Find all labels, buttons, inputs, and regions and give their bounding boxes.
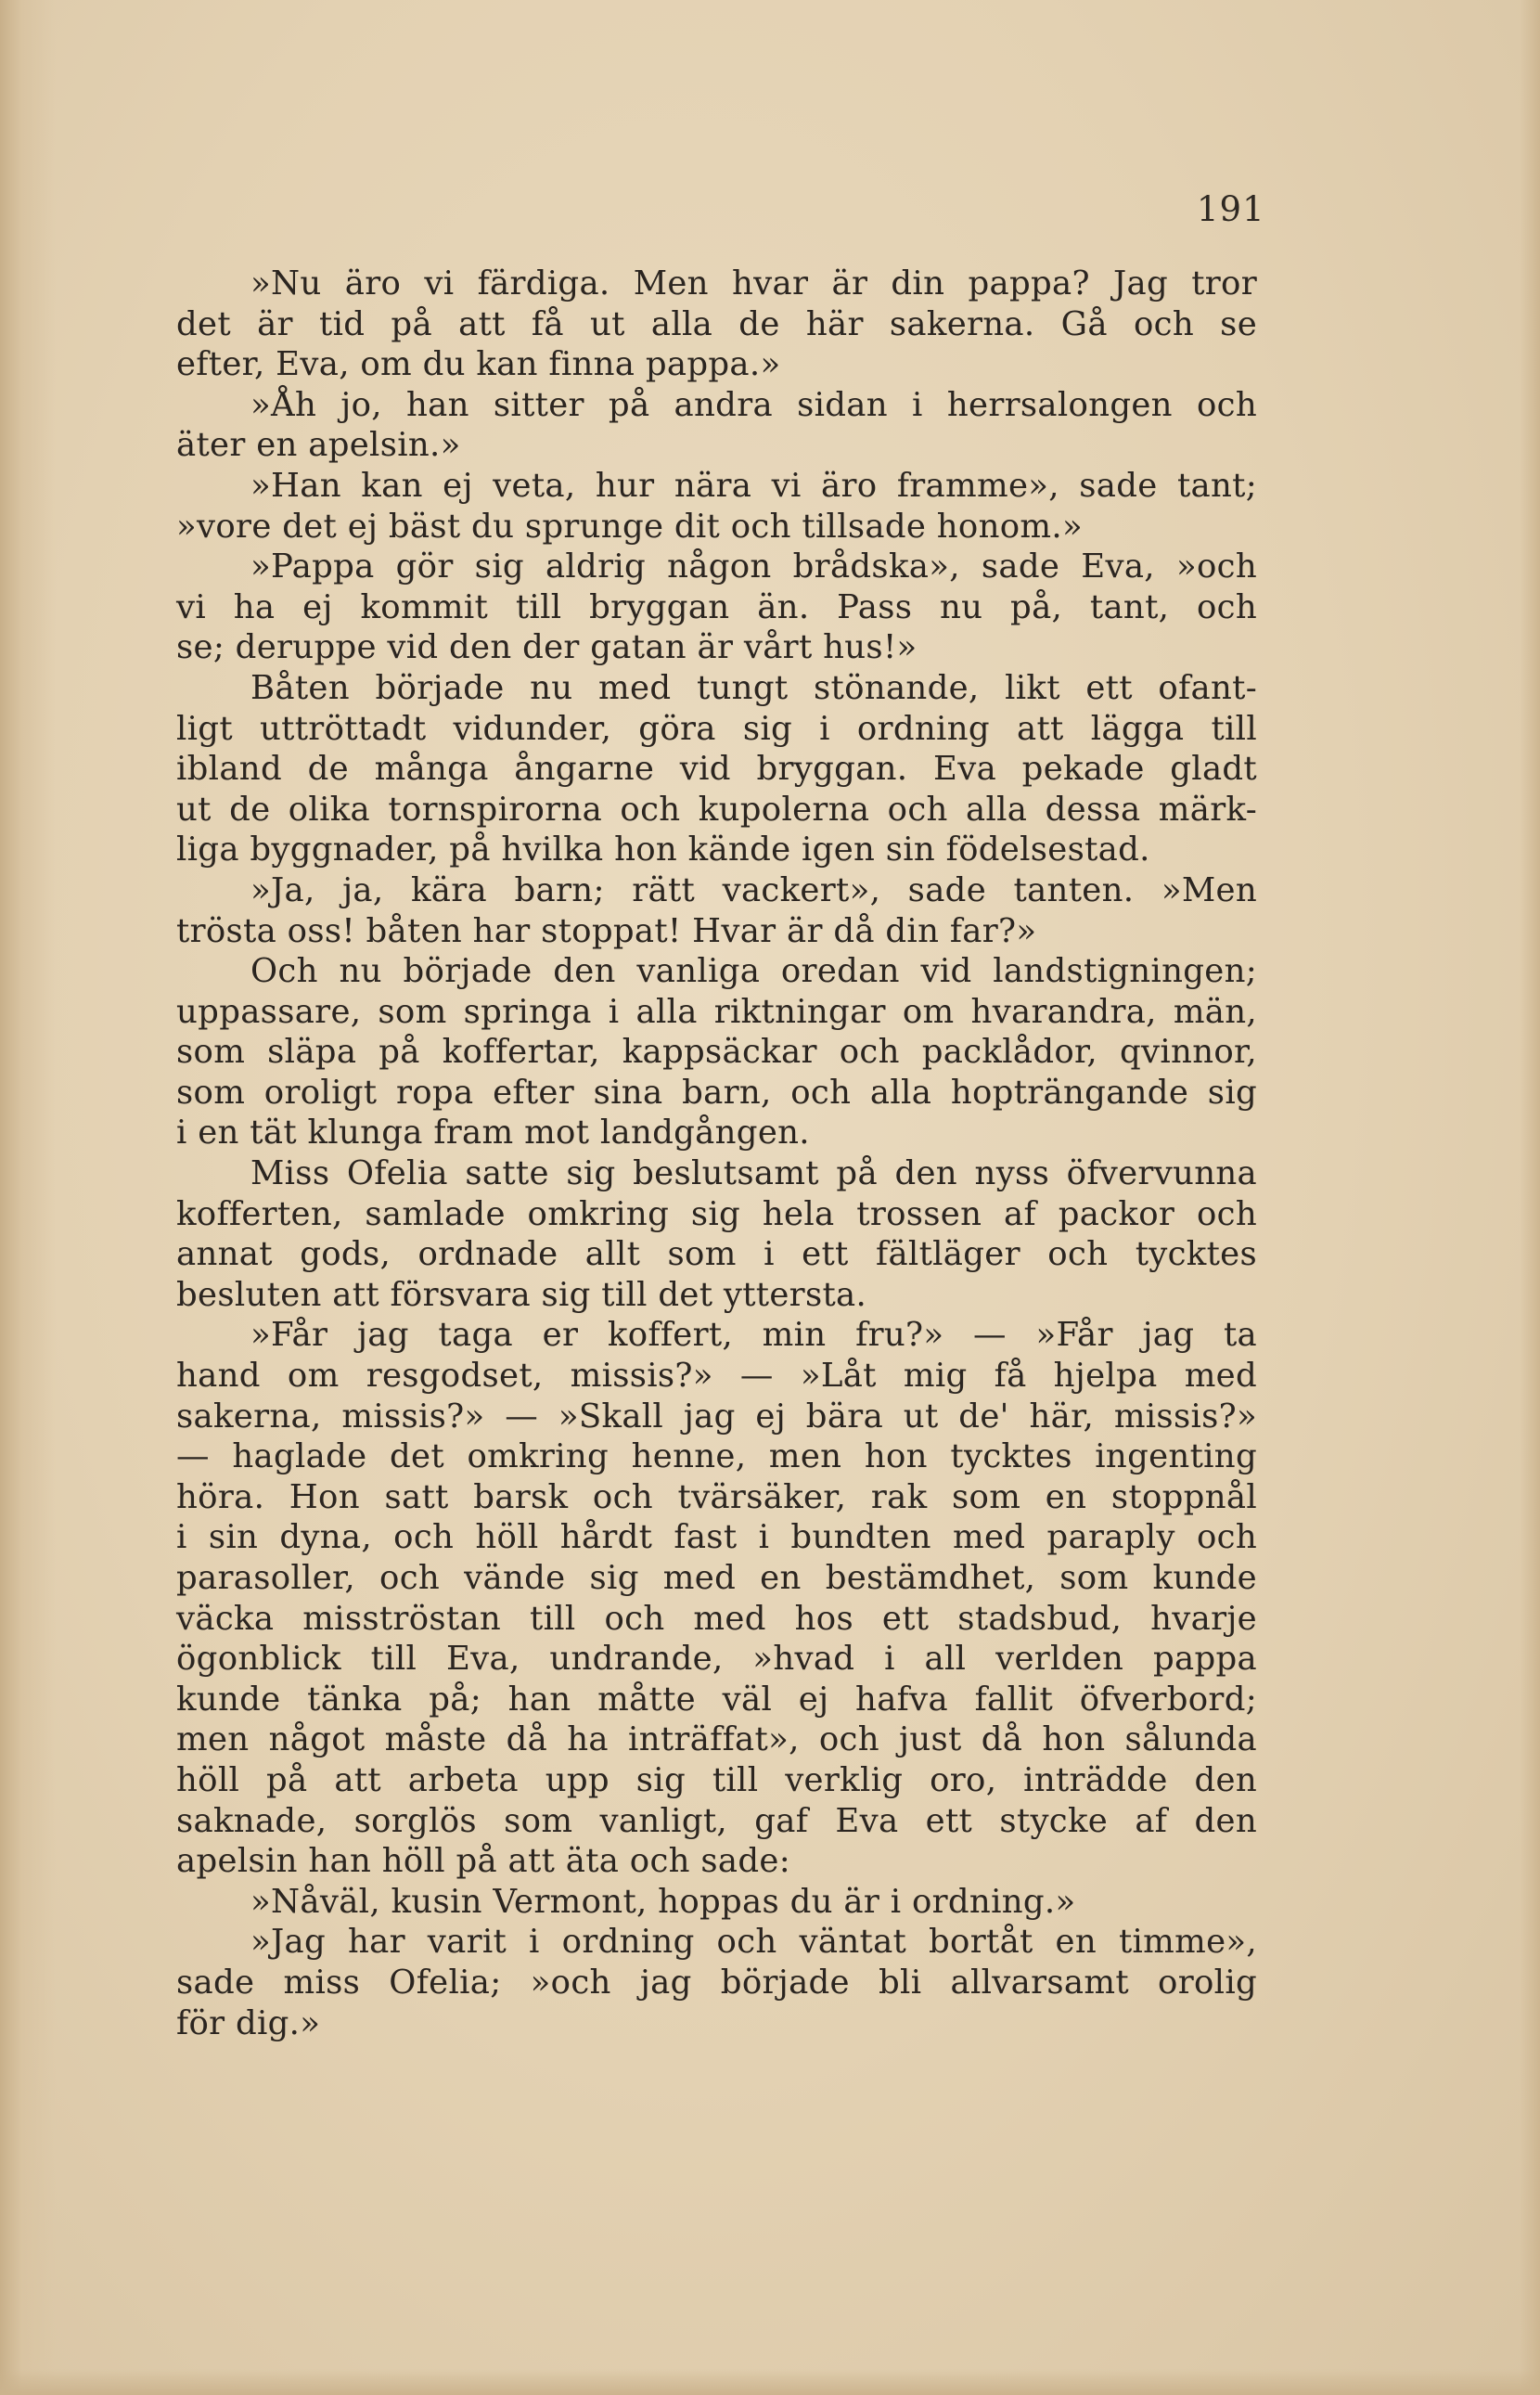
text-line: »vore det ej bäst du sprunge dit och tillsade honom.» <box>176 507 1083 546</box>
body-text <box>176 264 1257 2043</box>
text-line: sade miss Ofelia; »och jag började bli allvarsamt orolig <box>176 1963 1257 2002</box>
page-gutter-shadow <box>0 0 56 2395</box>
text-line: »Får jag taga er koffert, min fru?» — »Får jag ta <box>250 1316 1257 1355</box>
text-line: »Nu äro vi färdiga. Men hvar är din pappa? Jag tror <box>250 264 1257 303</box>
page-right-edge <box>1520 0 1540 2395</box>
text-line: det är tid på att få ut alla de här sakerna. Gå och se <box>176 304 1257 343</box>
text-line: ut de olika tornspirorna och kupolerna och alla dessa märk- <box>176 790 1257 829</box>
text-line: höll på att arbeta upp sig till verklig oro, inträdde den <box>176 1760 1257 1799</box>
text-line: sakerna, missis?» — »Skall jag ej bära ut de' här, missis?» <box>176 1397 1257 1436</box>
text-line: kunde tänka på; han måtte väl ej hafva fallit öfverbord; <box>176 1680 1257 1719</box>
text-line: men något måste då ha inträffat», och just då hon sålunda <box>176 1720 1257 1759</box>
text-line: »Åh jo, han sitter på andra sidan i herrsalongen och <box>250 385 1257 424</box>
text-line: Och nu började den vanliga oredan vid landstigningen; <box>250 952 1257 991</box>
text-line: väcka misströstan till och med hos ett stadsbud, hvarje <box>176 1599 1257 1638</box>
text-line: apelsin han höll på att äta och sade: <box>176 1842 790 1881</box>
page-number: 191 <box>1197 189 1265 229</box>
text-line: som oroligt ropa efter sina barn, och alla hopträngande sig <box>176 1073 1257 1112</box>
text-line: i en tät klunga fram mot landgången. <box>176 1114 810 1152</box>
text-line: »Jag har varit i ordning och väntat bortåt en timme», <box>250 1923 1257 1962</box>
text-line: »Han kan ej veta, hur nära vi äro framme», sade tant; <box>250 466 1257 505</box>
text-line: för dig.» <box>176 2003 321 2042</box>
text-line: ögonblick till Eva, undrande, »hvad i all verlden pappa <box>176 1640 1257 1679</box>
text-line: Båten började nu med tungt stönande, likt ett ofant- <box>250 668 1257 707</box>
text-line: efter, Eva, om du kan finna pappa.» <box>176 345 781 384</box>
text-line: hand om resgodset, missis?» — »Låt mig få hjelpa med <box>176 1357 1257 1396</box>
text-line: saknade, sorglös som vanligt, gaf Eva ett stycke af den <box>176 1801 1257 1840</box>
page-bottom-edge <box>0 2369 1540 2395</box>
text-line: ligt uttröttadt vidunder, göra sig i ordning att lägga till <box>176 709 1257 748</box>
text-line: ibland de många ångarne vid bryggan. Eva pekade gladt <box>176 750 1257 789</box>
text-line: — haglade det omkring henne, men hon tycktes ingenting <box>176 1437 1257 1476</box>
text-line: parasoller, och vände sig med en bestämdhet, som kunde <box>176 1559 1257 1597</box>
text-line: som släpa på koffertar, kappsäckar och packlådor, qvinnor, <box>176 1033 1257 1072</box>
text-line: se; deruppe vid den der gatan är vårt hus!» <box>176 628 918 667</box>
text-line: »Nåväl, kusin Vermont, hoppas du är i ordning.» <box>250 1882 1076 1921</box>
text-line: höra. Hon satt barsk och tvärsäker, rak som en stoppnål <box>176 1477 1257 1516</box>
text-line: »Ja, ja, kära barn; rätt vackert», sade tanten. »Men <box>250 870 1257 909</box>
text-line: uppassare, som springa i alla riktningar om hvarandra, män, <box>176 992 1257 1031</box>
text-line: äter en apelsin.» <box>176 426 461 465</box>
text-line: trösta oss! båten har stoppat! Hvar är då din far?» <box>176 911 1037 950</box>
text-line: vi ha ej kommit till bryggan än. Pass nu på, tant, och <box>176 587 1257 626</box>
text-line: Miss Ofelia satte sig beslutsamt på den nyss öfvervunna <box>250 1154 1257 1193</box>
text-line: liga byggnader, på hvilka hon kände igen sin födelsestad. <box>176 831 1150 869</box>
text-line: kofferten, samlade omkring sig hela trossen af packor och <box>176 1194 1257 1233</box>
text-line: besluten att försvara sig till det yttersta. <box>176 1275 867 1314</box>
text-line: i sin dyna, och höll hårdt fast i bundten med paraply och <box>176 1518 1257 1557</box>
text-line: »Pappa gör sig aldrig någon brådska», sade Eva, »och <box>250 547 1257 586</box>
text-line: annat gods, ordnade allt som i ett fältläger och tycktes <box>176 1235 1257 1274</box>
